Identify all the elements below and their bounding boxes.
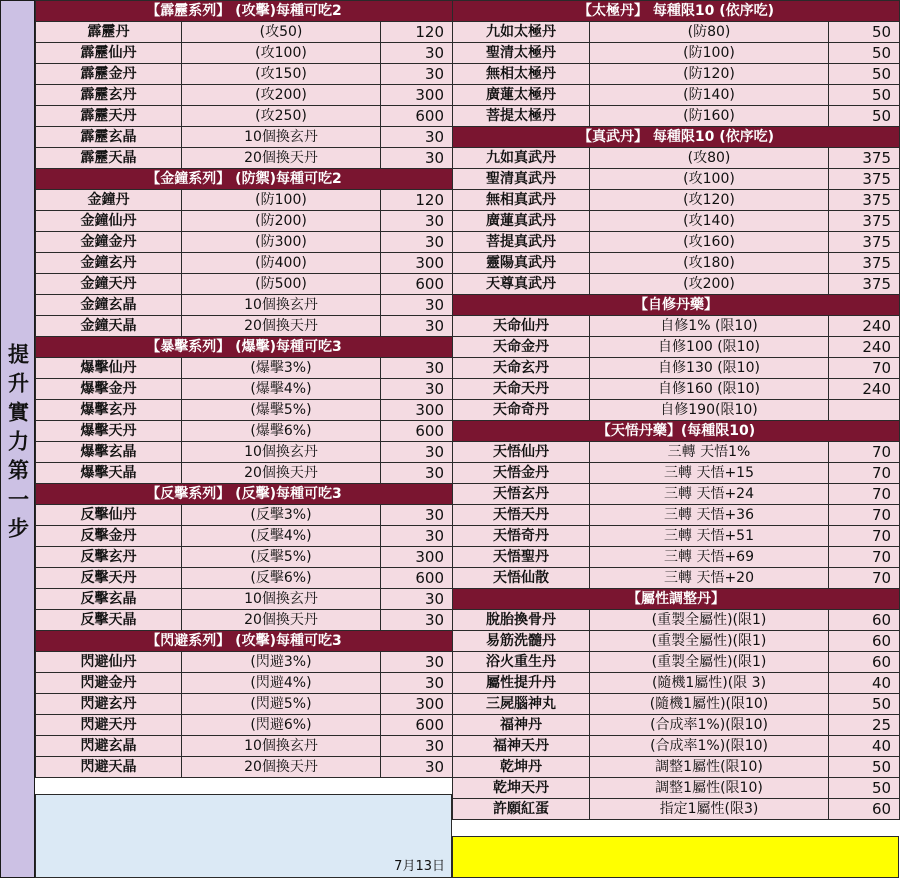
price-cell[interactable]: 300 bbox=[381, 694, 453, 715]
table-row bbox=[36, 610, 453, 631]
effect-cell[interactable]: (攻180) bbox=[590, 253, 829, 274]
price-cell[interactable]: 70 bbox=[829, 526, 900, 547]
effect-cell[interactable]: (閃避3%) bbox=[182, 652, 381, 673]
price-cell[interactable]: 600 bbox=[381, 421, 453, 442]
table-row bbox=[36, 85, 453, 106]
table-row bbox=[36, 232, 453, 253]
price-cell[interactable]: 30 bbox=[381, 610, 453, 631]
effect-cell[interactable]: (反擊5%) bbox=[182, 547, 381, 568]
effect-cell[interactable]: (攻100) bbox=[590, 169, 829, 190]
table-row bbox=[453, 799, 900, 820]
item-name-cell[interactable]: 無相太極丹 bbox=[453, 64, 590, 85]
effect-cell[interactable]: (防160) bbox=[590, 106, 829, 127]
effect-cell[interactable]: (攻200) bbox=[590, 274, 829, 295]
effect-cell[interactable]: (防120) bbox=[590, 64, 829, 85]
table-row bbox=[36, 358, 453, 379]
effect-cell[interactable]: 三轉 天悟1% bbox=[590, 442, 829, 463]
section-header bbox=[453, 421, 900, 442]
price-cell[interactable]: 600 bbox=[381, 568, 453, 589]
effect-cell[interactable]: 20個換天丹 bbox=[182, 316, 381, 337]
effect-cell[interactable]: (爆擊3%) bbox=[182, 358, 381, 379]
effect-cell[interactable]: 三轉 天悟+20 bbox=[590, 568, 829, 589]
price-cell[interactable]: 30 bbox=[381, 442, 453, 463]
table-row bbox=[36, 379, 453, 400]
effect-cell[interactable]: (反擊3%) bbox=[182, 505, 381, 526]
effect-cell[interactable]: 10個換玄丹 bbox=[182, 127, 381, 148]
item-name-cell[interactable]: 閃避玄晶 bbox=[36, 736, 182, 757]
price-cell[interactable]: 375 bbox=[829, 274, 900, 295]
item-name-cell[interactable]: 廣蓮太極丹 bbox=[453, 85, 590, 106]
item-name-cell[interactable]: 反擊金丹 bbox=[36, 526, 182, 547]
table-row bbox=[453, 778, 900, 799]
item-name-cell[interactable]: 乾坤天丹 bbox=[453, 778, 590, 799]
sidebar-label: 提升實力第一步 bbox=[5, 342, 30, 546]
effect-cell[interactable]: (防200) bbox=[182, 211, 381, 232]
item-name-cell[interactable]: 聖清太極丹 bbox=[453, 43, 590, 64]
item-name-cell[interactable]: 反擊天晶 bbox=[36, 610, 182, 631]
section-title[interactable]: 【天悟丹藥】(每種限10) bbox=[453, 421, 900, 442]
item-name-cell[interactable]: 脫胎換骨丹 bbox=[453, 610, 590, 631]
price-cell[interactable]: 30 bbox=[381, 127, 453, 148]
table-row bbox=[453, 757, 900, 778]
table-row bbox=[36, 316, 453, 337]
table-row bbox=[453, 232, 900, 253]
item-name-cell[interactable]: 閃避天丹 bbox=[36, 715, 182, 736]
table-row bbox=[453, 568, 900, 589]
price-cell[interactable]: 30 bbox=[381, 43, 453, 64]
item-name-cell[interactable]: 福神丹 bbox=[453, 715, 590, 736]
price-cell[interactable]: 60 bbox=[829, 610, 900, 631]
price-cell[interactable]: 50 bbox=[829, 778, 900, 799]
price-cell[interactable]: 30 bbox=[381, 652, 453, 673]
price-cell[interactable]: 300 bbox=[381, 85, 453, 106]
price-cell[interactable]: 50 bbox=[829, 85, 900, 106]
effect-cell[interactable]: 三轉 天悟+36 bbox=[590, 505, 829, 526]
price-cell[interactable]: 240 bbox=[829, 316, 900, 337]
item-name-cell[interactable]: 天悟金丹 bbox=[453, 463, 590, 484]
table-row bbox=[36, 295, 453, 316]
price-cell[interactable]: 30 bbox=[381, 295, 453, 316]
effect-cell[interactable]: 10個換玄丹 bbox=[182, 442, 381, 463]
table-row bbox=[453, 169, 900, 190]
item-name-cell[interactable]: 霹靂丹 bbox=[36, 22, 182, 43]
item-name-cell[interactable]: 金鐘玄丹 bbox=[36, 253, 182, 274]
price-cell[interactable]: 30 bbox=[381, 463, 453, 484]
table-row bbox=[453, 211, 900, 232]
effect-cell[interactable]: (爆擊4%) bbox=[182, 379, 381, 400]
price-cell[interactable]: 120 bbox=[381, 190, 453, 211]
effect-cell[interactable]: (防100) bbox=[182, 190, 381, 211]
item-name-cell[interactable]: 乾坤丹 bbox=[453, 757, 590, 778]
item-name-cell[interactable]: 爆擊玄丹 bbox=[36, 400, 182, 421]
item-name-cell[interactable]: 霹靂天丹 bbox=[36, 106, 182, 127]
table-row bbox=[453, 22, 900, 43]
price-cell[interactable]: 50 bbox=[829, 22, 900, 43]
price-cell[interactable]: 240 bbox=[829, 379, 900, 400]
price-cell[interactable]: 30 bbox=[381, 358, 453, 379]
price-cell[interactable]: 50 bbox=[829, 43, 900, 64]
section-title[interactable]: 【自修丹藥】 bbox=[453, 295, 900, 316]
section-title[interactable]: 【真武丹】 每種限10 (依序吃) bbox=[453, 127, 900, 148]
item-name-cell[interactable]: 閃避仙丹 bbox=[36, 652, 182, 673]
section-header bbox=[36, 631, 453, 652]
table-row bbox=[36, 274, 453, 295]
table-row bbox=[453, 148, 900, 169]
effect-cell[interactable]: (攻80) bbox=[590, 148, 829, 169]
effect-cell[interactable]: (合成率1%)(限10) bbox=[590, 715, 829, 736]
price-cell[interactable]: 60 bbox=[829, 799, 900, 820]
price-cell[interactable]: 30 bbox=[381, 316, 453, 337]
effect-cell[interactable]: (防140) bbox=[590, 85, 829, 106]
table-row bbox=[453, 43, 900, 64]
effect-cell[interactable]: 10個換玄丹 bbox=[182, 589, 381, 610]
price-cell[interactable]: 300 bbox=[381, 547, 453, 568]
effect-cell[interactable]: (攻250) bbox=[182, 106, 381, 127]
item-name-cell[interactable]: 靈陽真武丹 bbox=[453, 253, 590, 274]
table-row bbox=[36, 148, 453, 169]
table-row bbox=[453, 715, 900, 736]
price-cell[interactable]: 40 bbox=[829, 673, 900, 694]
effect-cell[interactable]: (防100) bbox=[590, 43, 829, 64]
effect-cell[interactable]: (爆擊6%) bbox=[182, 421, 381, 442]
table-row bbox=[453, 463, 900, 484]
effect-cell[interactable]: 自修190(限10) bbox=[590, 400, 829, 421]
item-name-cell[interactable]: 浴火重生丹 bbox=[453, 652, 590, 673]
table-row bbox=[36, 673, 453, 694]
sidebar-label-cell[interactable] bbox=[0, 0, 35, 878]
table-row bbox=[36, 421, 453, 442]
item-name-cell[interactable]: 天悟仙丹 bbox=[453, 442, 590, 463]
effect-cell[interactable]: 20個換天丹 bbox=[182, 148, 381, 169]
effect-cell[interactable]: 自修100 (限10) bbox=[590, 337, 829, 358]
table-row bbox=[453, 85, 900, 106]
table-row bbox=[453, 358, 900, 379]
effect-cell[interactable]: 指定1屬性(限3) bbox=[590, 799, 829, 820]
item-name-cell[interactable]: 爆擊仙丹 bbox=[36, 358, 182, 379]
price-cell[interactable]: 375 bbox=[829, 253, 900, 274]
item-name-cell[interactable]: 易筋洗髓丹 bbox=[453, 631, 590, 652]
price-cell[interactable] bbox=[829, 400, 900, 421]
effect-cell[interactable]: 10個換玄丹 bbox=[182, 295, 381, 316]
section-header bbox=[453, 1, 900, 22]
effect-cell[interactable]: (閃避5%) bbox=[182, 694, 381, 715]
table-row bbox=[36, 64, 453, 85]
notes-cell[interactable] bbox=[35, 794, 452, 878]
price-cell[interactable]: 30 bbox=[381, 64, 453, 85]
table-row bbox=[36, 757, 453, 778]
table-row bbox=[453, 673, 900, 694]
table-row bbox=[36, 568, 453, 589]
item-name-cell[interactable]: 天悟聖丹 bbox=[453, 547, 590, 568]
table-row bbox=[36, 547, 453, 568]
price-cell[interactable]: 70 bbox=[829, 442, 900, 463]
left-column bbox=[35, 0, 452, 778]
effect-cell[interactable]: (攻150) bbox=[182, 64, 381, 85]
table-row bbox=[36, 442, 453, 463]
effect-cell[interactable]: (攻50) bbox=[182, 22, 381, 43]
table-row bbox=[453, 694, 900, 715]
table-row bbox=[453, 253, 900, 274]
table-row bbox=[453, 631, 900, 652]
item-name-cell[interactable]: 菩提太極丹 bbox=[453, 106, 590, 127]
item-name-cell[interactable]: 霹靂玄丹 bbox=[36, 85, 182, 106]
item-name-cell[interactable]: 閃避天晶 bbox=[36, 757, 182, 778]
price-cell[interactable]: 600 bbox=[381, 106, 453, 127]
price-cell[interactable]: 30 bbox=[381, 148, 453, 169]
effect-cell[interactable]: 三轉 天悟+24 bbox=[590, 484, 829, 505]
section-title[interactable]: 【金鐘系列】 (防禦)每種可吃2 bbox=[36, 169, 453, 190]
item-name-cell[interactable]: 霹靂天晶 bbox=[36, 148, 182, 169]
item-name-cell[interactable]: 反擊天丹 bbox=[36, 568, 182, 589]
table-row bbox=[453, 547, 900, 568]
price-cell[interactable]: 30 bbox=[381, 526, 453, 547]
item-name-cell[interactable]: 天命奇丹 bbox=[453, 400, 590, 421]
item-name-cell[interactable]: 爆擊金丹 bbox=[36, 379, 182, 400]
table-row bbox=[36, 652, 453, 673]
effect-cell[interactable]: (合成率1%)(限10) bbox=[590, 736, 829, 757]
table-row bbox=[453, 274, 900, 295]
effect-cell[interactable]: (隨機1屬性)(限 3) bbox=[590, 673, 829, 694]
table-row bbox=[453, 379, 900, 400]
item-name-cell[interactable]: 霹靂仙丹 bbox=[36, 43, 182, 64]
item-name-cell[interactable]: 福神天丹 bbox=[453, 736, 590, 757]
item-name-cell[interactable]: 許願紅蛋 bbox=[453, 799, 590, 820]
effect-cell[interactable]: (攻200) bbox=[182, 85, 381, 106]
table-row bbox=[36, 43, 453, 64]
price-cell[interactable]: 120 bbox=[381, 22, 453, 43]
table-row bbox=[36, 400, 453, 421]
item-name-cell[interactable]: 金鐘金丹 bbox=[36, 232, 182, 253]
effect-cell[interactable]: (防500) bbox=[182, 274, 381, 295]
table-row bbox=[453, 505, 900, 526]
item-name-cell[interactable]: 天命仙丹 bbox=[453, 316, 590, 337]
price-cell[interactable]: 70 bbox=[829, 463, 900, 484]
effect-cell[interactable]: 三轉 天悟+69 bbox=[590, 547, 829, 568]
effect-cell[interactable]: 20個換天丹 bbox=[182, 610, 381, 631]
item-name-cell[interactable]: 反擊玄晶 bbox=[36, 589, 182, 610]
item-name-cell[interactable]: 天命玄丹 bbox=[453, 358, 590, 379]
price-cell[interactable]: 30 bbox=[381, 736, 453, 757]
price-cell[interactable]: 300 bbox=[381, 253, 453, 274]
price-cell[interactable]: 70 bbox=[829, 568, 900, 589]
item-name-cell[interactable]: 九如太極丹 bbox=[453, 22, 590, 43]
price-cell[interactable]: 50 bbox=[829, 64, 900, 85]
effect-cell[interactable]: 調整1屬性(限10) bbox=[590, 778, 829, 799]
item-name-cell[interactable]: 金鐘仙丹 bbox=[36, 211, 182, 232]
item-name-cell[interactable]: 天悟仙散 bbox=[453, 568, 590, 589]
effect-cell[interactable]: (重製全屬性)(限1) bbox=[590, 652, 829, 673]
table-row bbox=[453, 652, 900, 673]
table-row bbox=[36, 526, 453, 547]
effect-cell[interactable]: (防80) bbox=[590, 22, 829, 43]
table-row bbox=[453, 337, 900, 358]
effect-cell[interactable]: 自修1% (限10) bbox=[590, 316, 829, 337]
effect-cell[interactable]: (閃避4%) bbox=[182, 673, 381, 694]
effect-cell[interactable]: (重製全屬性)(限1) bbox=[590, 631, 829, 652]
item-name-cell[interactable]: 反擊仙丹 bbox=[36, 505, 182, 526]
price-cell[interactable]: 30 bbox=[381, 379, 453, 400]
effect-cell[interactable]: (隨機1屬性)(限10) bbox=[590, 694, 829, 715]
right-column bbox=[452, 0, 899, 820]
item-name-cell[interactable]: 九如真武丹 bbox=[453, 148, 590, 169]
section-title[interactable]: 【反擊系列】 (反擊)每種可吃3 bbox=[36, 484, 453, 505]
table-row bbox=[36, 736, 453, 757]
table-row bbox=[36, 505, 453, 526]
table-row bbox=[453, 610, 900, 631]
effect-cell[interactable]: (攻160) bbox=[590, 232, 829, 253]
price-cell[interactable]: 50 bbox=[829, 757, 900, 778]
table-row bbox=[36, 190, 453, 211]
price-cell[interactable]: 60 bbox=[829, 652, 900, 673]
effect-cell[interactable]: (防400) bbox=[182, 253, 381, 274]
item-name-cell[interactable]: 閃避玄丹 bbox=[36, 694, 182, 715]
effect-cell[interactable]: 自修160 (限10) bbox=[590, 379, 829, 400]
item-name-cell[interactable]: 霹靂玄晶 bbox=[36, 127, 182, 148]
price-cell[interactable]: 375 bbox=[829, 169, 900, 190]
price-cell[interactable]: 375 bbox=[829, 211, 900, 232]
effect-cell[interactable]: (反擊6%) bbox=[182, 568, 381, 589]
table-row bbox=[453, 106, 900, 127]
table-row bbox=[36, 106, 453, 127]
section-header bbox=[36, 337, 453, 358]
table-row bbox=[36, 127, 453, 148]
right-table bbox=[452, 0, 900, 820]
item-name-cell[interactable]: 屬性提升丹 bbox=[453, 673, 590, 694]
item-name-cell[interactable]: 金鐘天丹 bbox=[36, 274, 182, 295]
effect-cell[interactable]: 20個換天丹 bbox=[182, 757, 381, 778]
item-name-cell[interactable]: 天命金丹 bbox=[453, 337, 590, 358]
effect-cell[interactable]: 10個換玄丹 bbox=[182, 736, 381, 757]
item-name-cell[interactable]: 天尊真武丹 bbox=[453, 274, 590, 295]
item-name-cell[interactable]: 天悟天丹 bbox=[453, 505, 590, 526]
item-name-cell[interactable]: 三屍腦神丸 bbox=[453, 694, 590, 715]
price-cell[interactable]: 375 bbox=[829, 232, 900, 253]
section-header bbox=[36, 484, 453, 505]
item-name-cell[interactable]: 爆擊玄晶 bbox=[36, 442, 182, 463]
price-cell[interactable]: 30 bbox=[381, 673, 453, 694]
section-header bbox=[453, 589, 900, 610]
highlight-cell[interactable] bbox=[452, 836, 899, 878]
price-cell[interactable]: 600 bbox=[381, 274, 453, 295]
section-header bbox=[453, 295, 900, 316]
price-cell[interactable]: 70 bbox=[829, 547, 900, 568]
effect-cell[interactable]: 自修130 (限10) bbox=[590, 358, 829, 379]
table-row bbox=[36, 694, 453, 715]
price-cell[interactable]: 25 bbox=[829, 715, 900, 736]
table-row bbox=[453, 736, 900, 757]
item-name-cell[interactable]: 爆擊天丹 bbox=[36, 421, 182, 442]
effect-cell[interactable]: (防300) bbox=[182, 232, 381, 253]
price-cell[interactable]: 70 bbox=[829, 358, 900, 379]
item-name-cell[interactable]: 天悟玄丹 bbox=[453, 484, 590, 505]
table-row bbox=[36, 715, 453, 736]
table-row bbox=[453, 442, 900, 463]
price-cell[interactable]: 70 bbox=[829, 505, 900, 526]
effect-cell[interactable]: (攻100) bbox=[182, 43, 381, 64]
effect-cell[interactable]: (閃避6%) bbox=[182, 715, 381, 736]
item-name-cell[interactable]: 金鐘丹 bbox=[36, 190, 182, 211]
table-row bbox=[453, 484, 900, 505]
price-cell[interactable]: 30 bbox=[381, 232, 453, 253]
table-row bbox=[453, 64, 900, 85]
table-row bbox=[36, 463, 453, 484]
effect-cell[interactable]: (爆擊5%) bbox=[182, 400, 381, 421]
item-name-cell[interactable]: 金鐘天晶 bbox=[36, 316, 182, 337]
item-name-cell[interactable]: 聖清真武丹 bbox=[453, 169, 590, 190]
item-name-cell[interactable]: 菩提真武丹 bbox=[453, 232, 590, 253]
price-cell[interactable]: 375 bbox=[829, 148, 900, 169]
price-cell[interactable]: 60 bbox=[829, 631, 900, 652]
item-name-cell[interactable]: 爆擊天晶 bbox=[36, 463, 182, 484]
table-row bbox=[36, 22, 453, 43]
price-cell[interactable]: 30 bbox=[381, 505, 453, 526]
effect-cell[interactable]: (攻120) bbox=[590, 190, 829, 211]
effect-cell[interactable]: (攻140) bbox=[590, 211, 829, 232]
price-cell[interactable]: 50 bbox=[829, 694, 900, 715]
price-cell[interactable]: 40 bbox=[829, 736, 900, 757]
section-header bbox=[36, 1, 453, 22]
effect-cell[interactable]: 20個換天丹 bbox=[182, 463, 381, 484]
price-cell[interactable]: 30 bbox=[381, 589, 453, 610]
section-header bbox=[453, 127, 900, 148]
table-row bbox=[453, 526, 900, 547]
price-cell[interactable]: 30 bbox=[381, 757, 453, 778]
table-row bbox=[453, 400, 900, 421]
item-name-cell[interactable]: 反擊玄丹 bbox=[36, 547, 182, 568]
price-cell[interactable]: 300 bbox=[381, 400, 453, 421]
item-name-cell[interactable]: 閃避金丹 bbox=[36, 673, 182, 694]
table-row bbox=[36, 211, 453, 232]
table-row bbox=[453, 190, 900, 211]
item-name-cell[interactable]: 無相真武丹 bbox=[453, 190, 590, 211]
effect-cell[interactable]: 三轉 天悟+51 bbox=[590, 526, 829, 547]
price-cell[interactable]: 240 bbox=[829, 337, 900, 358]
item-name-cell[interactable]: 霹靂金丹 bbox=[36, 64, 182, 85]
effect-cell[interactable]: 調整1屬性(限10) bbox=[590, 757, 829, 778]
table-row bbox=[36, 589, 453, 610]
section-header bbox=[36, 169, 453, 190]
effect-cell[interactable]: 三轉 天悟+15 bbox=[590, 463, 829, 484]
table-row bbox=[36, 253, 453, 274]
price-cell[interactable]: 70 bbox=[829, 484, 900, 505]
price-cell[interactable]: 600 bbox=[381, 715, 453, 736]
item-name-cell[interactable]: 天命天丹 bbox=[453, 379, 590, 400]
effect-cell[interactable]: (重製全屬性)(限1) bbox=[590, 610, 829, 631]
price-cell[interactable]: 375 bbox=[829, 190, 900, 211]
left-table bbox=[35, 0, 453, 778]
section-title[interactable]: 【暴擊系列】 (爆擊)每種可吃3 bbox=[36, 337, 453, 358]
section-title[interactable]: 【霹靂系列】 (攻擊)每種可吃2 bbox=[36, 1, 453, 22]
item-name-cell[interactable]: 天悟奇丹 bbox=[453, 526, 590, 547]
item-name-cell[interactable]: 廣蓮真武丹 bbox=[453, 211, 590, 232]
table-row bbox=[453, 316, 900, 337]
section-title[interactable]: 【太極丹】 每種限10 (依序吃) bbox=[453, 1, 900, 22]
effect-cell[interactable]: (反擊4%) bbox=[182, 526, 381, 547]
price-cell[interactable]: 50 bbox=[829, 106, 900, 127]
section-title[interactable]: 【屬性調整丹】 bbox=[453, 589, 900, 610]
date-label: 7月13日 bbox=[394, 859, 445, 874]
item-name-cell[interactable]: 金鐘玄晶 bbox=[36, 295, 182, 316]
price-cell[interactable]: 30 bbox=[381, 211, 453, 232]
section-title[interactable]: 【閃避系列】 (攻擊)每種可吃3 bbox=[36, 631, 453, 652]
